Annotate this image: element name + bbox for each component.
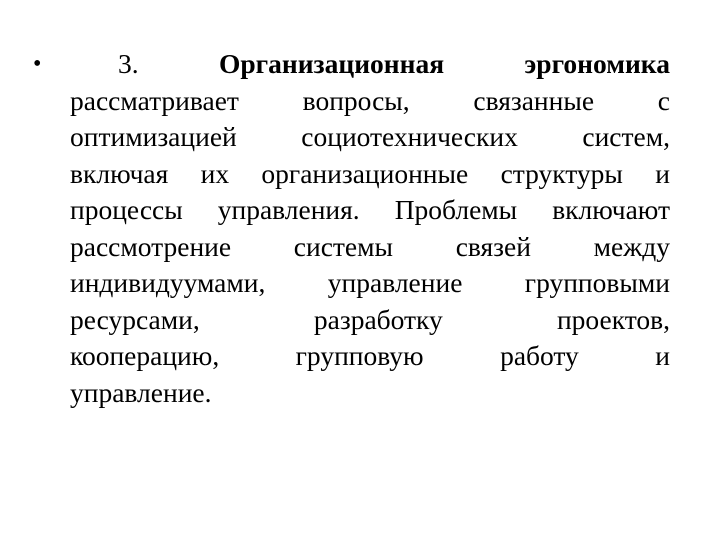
text-line	[70, 265, 670, 302]
text-line	[70, 156, 670, 193]
word: ресурсами,	[70, 303, 200, 335]
body-paragraph	[70, 46, 670, 411]
word: между	[593, 230, 670, 262]
text-line	[70, 229, 670, 266]
item-number: 3.	[118, 48, 139, 79]
word: работу	[500, 340, 579, 371]
word: управление.	[70, 376, 212, 408]
word: связанные	[473, 84, 595, 116]
text-line	[70, 375, 670, 412]
text-line	[70, 302, 670, 339]
word: системы	[293, 230, 394, 262]
word: Проблемы	[394, 194, 518, 225]
word: с	[657, 84, 670, 116]
word: включая	[70, 157, 169, 189]
word: и	[655, 157, 670, 189]
bullet-marker: •	[33, 51, 42, 77]
word: групповую	[295, 340, 424, 371]
word: структуры	[500, 157, 623, 189]
word: вопросы,	[302, 84, 410, 116]
word: рассматривает	[70, 84, 239, 116]
word: их	[200, 157, 230, 189]
text-line	[70, 119, 670, 156]
word: организационные	[261, 157, 469, 189]
text-line	[70, 83, 670, 120]
word: управление	[327, 267, 463, 298]
word: рассмотрение	[70, 230, 232, 262]
word: управления.	[217, 194, 360, 225]
term-word: эргономика	[524, 48, 670, 79]
word: социотехнических	[301, 121, 518, 152]
word: и	[655, 340, 670, 371]
text-line	[70, 46, 670, 83]
word: оптимизацией	[70, 121, 237, 152]
word: систем,	[582, 121, 670, 152]
word: разработку	[313, 303, 443, 335]
word: процессы	[70, 194, 183, 225]
word: проектов,	[556, 303, 670, 335]
text-line	[70, 192, 670, 229]
word: индивидуумами,	[70, 267, 266, 298]
word: связей	[455, 230, 531, 262]
text-line	[70, 338, 670, 375]
term-word: Организационная	[218, 48, 445, 79]
word: кооперацию,	[70, 340, 220, 371]
word: групповыми	[524, 267, 670, 298]
word: включают	[552, 194, 670, 225]
